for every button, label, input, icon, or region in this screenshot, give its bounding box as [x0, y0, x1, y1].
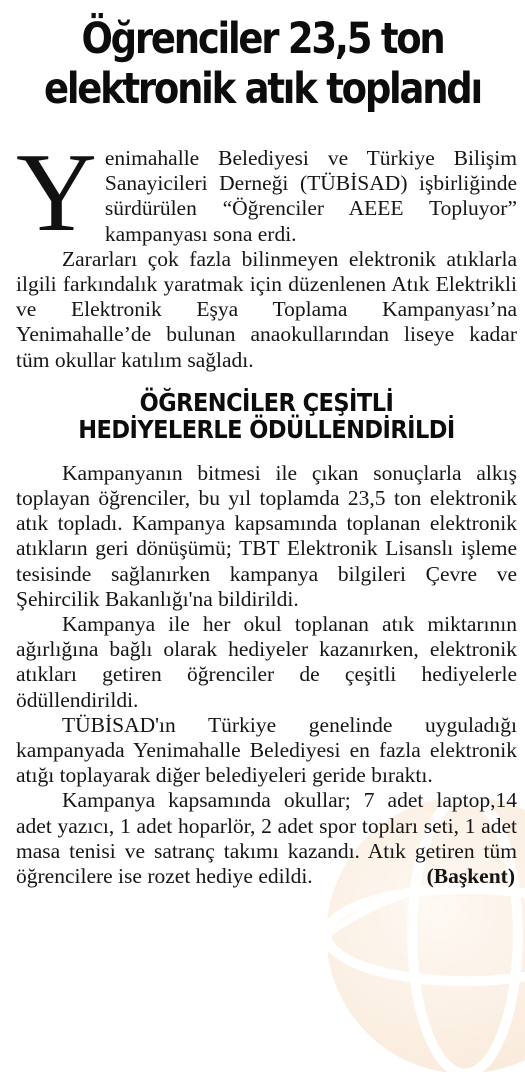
- paragraph-6: [16, 788, 517, 889]
- article-body: [0, 131, 525, 889]
- lead-paragraph: [16, 131, 517, 255]
- subheading: [41, 389, 492, 443]
- paragraph-5: TÜBİSAD'ın Türkiye genelinde uyguladığı kampanyada Yenimahalle Belediyesi en fazla elektronik atığı toplayarak diğer belediyeleri geride bıraktı.: [16, 712, 517, 788]
- paragraph-3: Kampanyanın bitmesi ile çıkan sonuçlarla alkış toplayan öğrenciler, bu yıl toplamda 23,5 ton elektronik atık topladı. Kampanya kapsamında toplanan elektronik atıkların geri dönüşümü; TBT Elektronik Lisanslı işleme tesisinde sağlanırken kampanya bilgileri Çevre ve Şehircilik Bakanlığı'na bildirildi.: [16, 460, 517, 611]
- paragraph-4: Kampanya ile her okul toplanan atık miktarının ağırlığına bağlı olarak hediyeler kazanırken, elektronik atıkları getiren öğrenciler de çeşitli hediyelerle ödüllendirildi.: [16, 612, 517, 712]
- paragraph-2: Zararları çok fazla bilinmeyen elektronik atıklarla ilgili farkındalık yaratmak için düzenlenen Atık Elektrikli ve Elektronik Eşya Toplama Kampanyası’na Yenimahalle’de bulunan anaokullarından liseye kadar tüm okullar katılım sağladı.: [16, 246, 517, 372]
- headline-line-1: Öğrenciler 23,5 ton: [81, 14, 444, 64]
- headline-line-2: elektronik atık toplandı: [43, 64, 481, 114]
- subheading-line-2: HEDİYELERLE ÖDÜLLENDİRİLDİ: [78, 414, 455, 444]
- paragraph-6-text: Kampanya kapsamında okullar; 7 adet laptop,14 adet yazıcı, 1 adet hoparlör, 2 adet spor topları seti, 1 adet masa tenisi ve satranç takımı kazandı. Atık getiren tüm öğrencilere ise rozet hediye edildi.: [16, 788, 517, 889]
- lead-text: enimahalle Belediyesi ve Türkiye Bilişim Sanayicileri Derneği (TÜBİSAD) işbirliğinde sürdürülen “Öğrenciler AEEE Topluyor” kampanyası sona erdi.: [104, 146, 517, 246]
- drop-cap: Y: [16, 131, 97, 255]
- subheading-line-1: ÖĞRENCİLER ÇEŞİTLİ: [139, 387, 394, 417]
- source-credit: (Başkent): [426, 864, 515, 889]
- headline: [37, 14, 489, 114]
